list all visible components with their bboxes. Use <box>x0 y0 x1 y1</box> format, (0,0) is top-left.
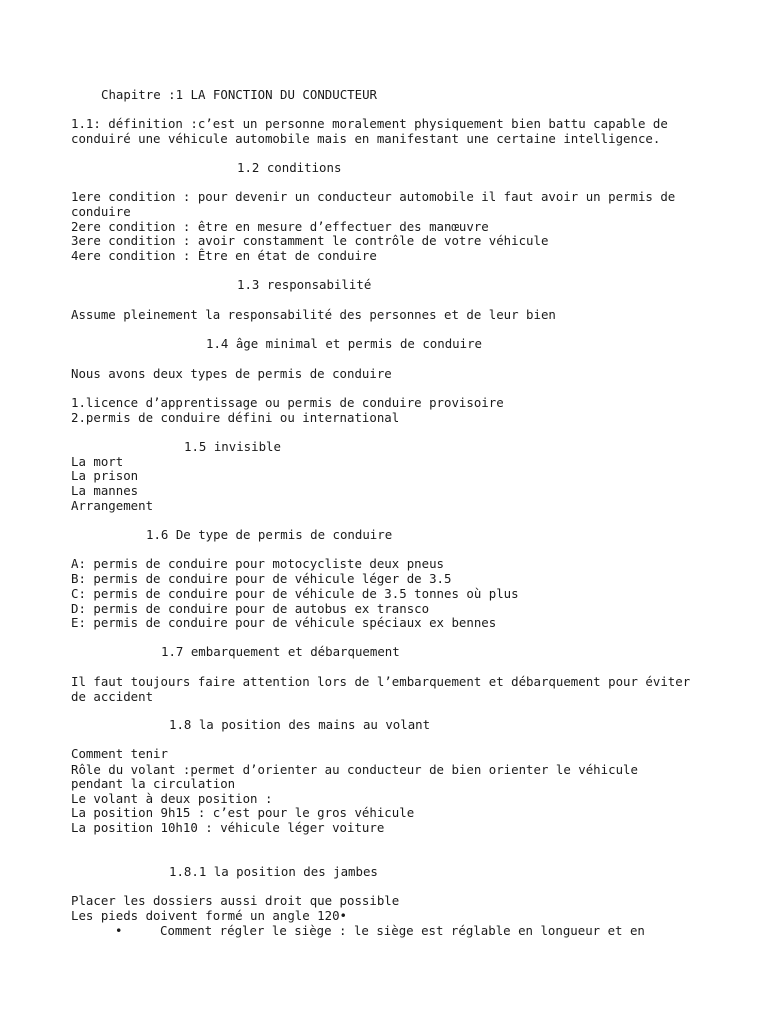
condition-line-3: 2ere condition : être en mesure d’effectuer des manœuvre <box>71 219 489 234</box>
permis-line: C: permis de conduire pour de véhicule de 3.5 tonnes où plus <box>71 586 519 601</box>
embarquement-line-2: de accident <box>71 689 154 704</box>
invisible-item: La prison <box>71 468 139 483</box>
jambes-line: Placer les dossiers aussi droit que possible <box>71 893 400 908</box>
condition-line-5: 4ere condition : Être en état de conduire <box>71 248 377 263</box>
invisible-item: Arrangement <box>71 498 154 513</box>
type-line-1: 1.licence d’apprentissage ou permis de conduire provisoire <box>71 395 504 410</box>
volant-line: Rôle du volant :permet d’orienter au conducteur de bien orienter le véhicule <box>71 762 638 777</box>
heading-1-4: 1.4 âge minimal et permis de conduire <box>206 336 483 351</box>
heading-1-8: 1.8 la position des mains au volant <box>169 717 431 732</box>
volant-line: La position 10h10 : véhicule léger voiture <box>71 820 385 835</box>
embarquement-line-1: Il faut toujours faire attention lors de l’embarquement et débarquement pour éviter <box>71 674 691 689</box>
condition-line-4: 3ere condition : avoir constamment le contrôle de votre véhicule <box>71 233 549 248</box>
chapter-title: Chapitre :1 LA FONCTION DU CONDUCTEUR <box>101 87 378 102</box>
permis-line: A: permis de conduire pour motocycliste deux pneus <box>71 556 444 571</box>
heading-1-6: 1.6 De type de permis de conduire <box>146 527 393 542</box>
condition-line-2: conduire <box>71 204 131 219</box>
volant-line: Comment tenir <box>71 746 168 761</box>
invisible-item: La mort <box>71 454 124 469</box>
bullet-text: Comment régler le siège : le siège est réglable en longueur et en <box>160 923 645 938</box>
definition-line-1: 1.1: définition :c’est un personne moralement physiquement bien battu capable de <box>71 116 668 131</box>
volant-line: pendant la circulation <box>71 776 236 791</box>
heading-1-5: 1.5 invisible <box>184 439 281 454</box>
heading-1-3: 1.3 responsabilité <box>237 277 372 292</box>
heading-1-7: 1.7 embarquement et débarquement <box>161 644 400 659</box>
permis-line: E: permis de conduire pour de véhicule spéciaux ex bennes <box>71 615 497 630</box>
jambes-line: Les pieds doivent formé un angle 120• <box>71 908 348 923</box>
invisible-item: La mannes <box>71 483 139 498</box>
responsabilite-text: Assume pleinement la responsabilité des personnes et de leur bien <box>71 307 556 322</box>
heading-1-2: 1.2 conditions <box>237 160 342 175</box>
volant-line: Le volant à deux position : <box>71 791 273 806</box>
permis-line: B: permis de conduire pour de véhicule léger de 3.5 <box>71 571 452 586</box>
condition-line-1: 1ere condition : pour devenir un conducteur automobile il faut avoir un permis de <box>71 189 676 204</box>
volant-line: La position 9h15 : c’est pour le gros véhicule <box>71 805 415 820</box>
permis-line: D: permis de conduire pour de autobus ex transco <box>71 601 430 616</box>
definition-line-2: conduiré une véhicule automobile mais en manifestant une certaine intelligence. <box>71 131 661 146</box>
type-line-2: 2.permis de conduire défini ou international <box>71 410 400 425</box>
bullet-icon: • <box>115 923 123 938</box>
types-intro: Nous avons deux types de permis de conduire <box>71 366 392 381</box>
heading-1-8-1: 1.8.1 la position des jambes <box>169 864 378 879</box>
